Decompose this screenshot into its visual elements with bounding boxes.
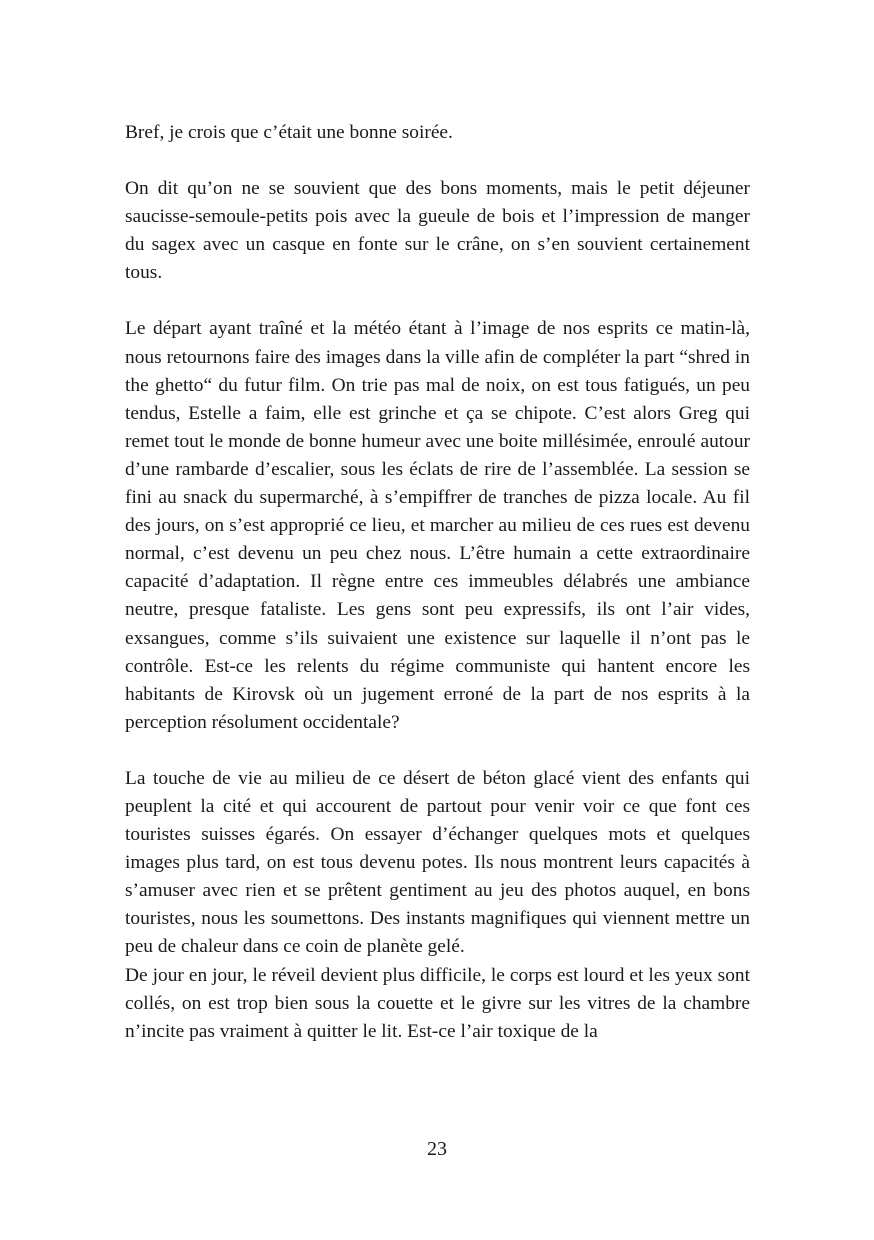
paragraph-3: Le départ ayant traîné et la météo étant à l’image de nos esprits ce matin-là, nous retournons faire des images dans la ville afin de compléter la part “shred in the ghetto“ du futur film. On trie pas mal de noix, on est tous fatigués, un peu tendus, Estelle a faim, elle est grinche et ça se chipote. C’est alors Greg qui remet tout le monde de bonne humeur avec une boite millésimée, enroulé autour d’une rambarde d’escalier, sous les éclats de rire de l’assemblée. La session se fini au snack du supermarché, à s’empiffrer de tranches de pizza locale. Au fil des jours, on s’est approprié ce lieu, et marcher au milieu de ces rues est devenu normal, c’est devenu un peu chez nous. L’être humain a cette extraordinaire capacité d’adaptation. Il règne entre ces immeubles délabrés une ambiance neutre, presque fataliste. Les gens sont peu expressifs, ils ont l’air vides, exsangues, comme s’ils suivaient une existence sur laquelle il n’ont pas le contrôle. Est-ce les relents du régime communiste qui hantent encore les habitants de Kirovsk où un jugement erroné de la part de nos esprits à la perception résolument occidentale? [125,318,750,733]
paragraph-gap [125,737,750,765]
paragraph-2: On dit qu’on ne se souvient que des bons moments, mais le petit déjeuner saucisse-semoule-petits pois avec la gueule de bois et l’impression de manger du sagex avec un casque en fonte sur le crâne, on s’en souvient certainement tous. [125,178,750,284]
paragraph-5: De jour en jour, le réveil devient plus difficile, le corps est lourd et les yeux sont collés, on est trop bien sous la couette et le givre sur les vitres de la chambre n’incite pas vraiment à quitter le lit. Est-ce l’air toxique de la [125,964,750,1042]
page-number: 23 [427,1138,447,1160]
paragraph-gap [125,287,750,315]
paragraph-gap [125,147,750,175]
paragraph-1: Bref, je crois que c’était une bonne soirée. [125,122,453,143]
body-text [125,119,750,1046]
paragraph-4: La touche de vie au milieu de ce désert de béton glacé vient des enfants qui peuplent la cité et qui accourent de partout pour venir voir ce que font ces touristes suisses égarés. On essayer d’échanger quelques mots et quelques images plus tard, on est tous devenu potes. Ils nous montrent leurs capacités à s’amuser avec rien et se prêtent gentiment au jeu des photos auquel, en bons touristes, nous les soumettons. Des instants magnifiques qui viennent mettre un peu de chaleur dans ce coin de planète gelé. [125,767,750,958]
